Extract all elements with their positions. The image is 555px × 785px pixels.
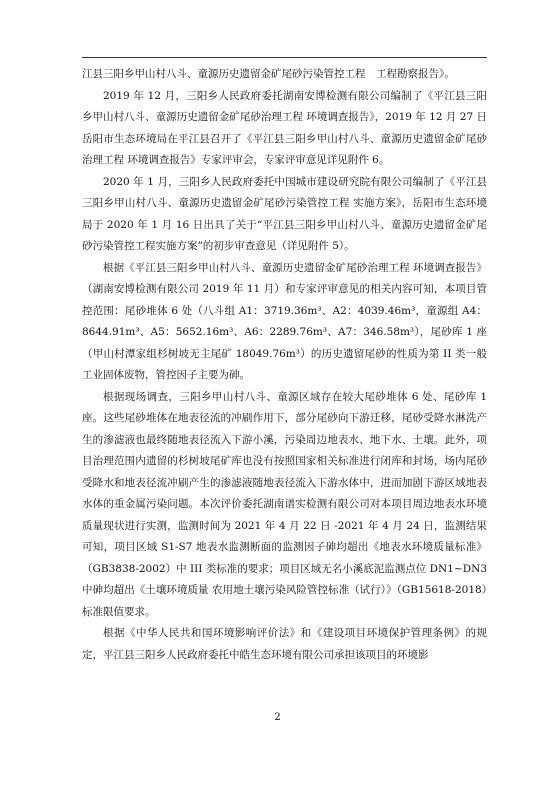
paragraph-site-investigation: 根据现场调查，三阳乡甲山村八斗、童源区域存在较大尾砂堆体 6 处、尾砂库 1 座。这些尾砂堆体在地表径流的冲刷作用下，部分尾砂向下游迁移，尾砂受降水淋洗产生的渗滤液也最终随地表径流入下游小溪，污染周边地表水、地下水、土壤。此外，项目治理范围内遗留的杉树坡尾矿库也没有按照国家相关标准进行闭库和封场，场内尾砂受降水和地表径流冲刷产生的渗滤液随地表径流入下游水体中，进而加剧下游区域地表水体的重金属污染问题。本次评价委托湖南谱实检测有限公司对本项目周边地表水环境质量现状进行实测，监测时间为 2021 年 4 月 22 日 -2021 年 4 月 24 日，监测结果可知，项目区域 S1-S7 地表水监测断面的监测因子砷均超出《地表水环境质量标准》（GB3838-2002）中 III 类标准的要求；项目区域无名小溪底泥监测点位 DN1~DN3 中砷均超出《土壤环境质量 农用地土壤污染风险管控标准（试行）》（GB15618-2018）标准限值要求。 bbox=[82, 390, 487, 618]
header-rule bbox=[82, 57, 487, 58]
paragraph-control-scope: 根据《平江县三阳乡甲山村八斗、童源历史遗留金矿尾砂治理工程 环境调查报告》（湖南安博检测有限公司 2019 年 11 月）和专家评审意见的相关内容可知，本项目管控范围：尾砂堆体 6 处（八斗组 A1：3719.36m³、A2：4039.46m³，童源组 A4：8644.91m³、A5：5652.16m³、A6：2289.76m³、A7：346.58m³），尾砂库 1 座（甲山村潭家组杉树坡无主尾矿 18049.76m³）的历史遗留尾砂的性质为第 II 类一般工业固体废物，管控因子主要为砷。 bbox=[82, 261, 487, 381]
page-number: 2 bbox=[274, 712, 281, 723]
paragraph-environmental-survey: 2019 年 12 月，三阳乡人民政府委托湖南安博检测有限公司编制了《平江县三阳乡甲山村八斗、童源历史遗留金矿尾砂治理工程 环境调查报告》，2019 年 12 月 27 日岳阳市生态环境局在平江县召开了《平江县三阳乡甲山村八斗、童源历史遗留金矿尾砂治理工程 环境调查报告》专家评审会，专家评审意见详见附件 6。 bbox=[82, 89, 487, 166]
body-text bbox=[82, 64, 487, 666]
paragraph-legal-basis: 根据《中华人民共和国环境影响评价法》和《建设项目环境保护管理条例》的规定，平江县三阳乡人民政府委托中皓生态环境有限公司承担该项目的环境影 bbox=[82, 627, 487, 661]
paragraph-implementation-plan: 2020 年 1 月，三阳乡人民政府委托中国城市建设研究院有限公司编制了《平江县三阳乡甲山村八斗、童源历史遗留金矿尾砂污染管控工程 实施方案》，岳阳市生态环境局于 2020 年 1 月 16 日出具了关于“平江县三阳乡甲山村八斗、童源历史遗留金矿尾砂污染管控工程实施方案”的初步审查意见（详见附件 5）。 bbox=[82, 175, 487, 252]
paragraph-continuation: 江县三阳乡甲山村八斗、童源历史遗留金矿尾砂污染管控工程 工程勘察报告》。 bbox=[82, 68, 455, 80]
